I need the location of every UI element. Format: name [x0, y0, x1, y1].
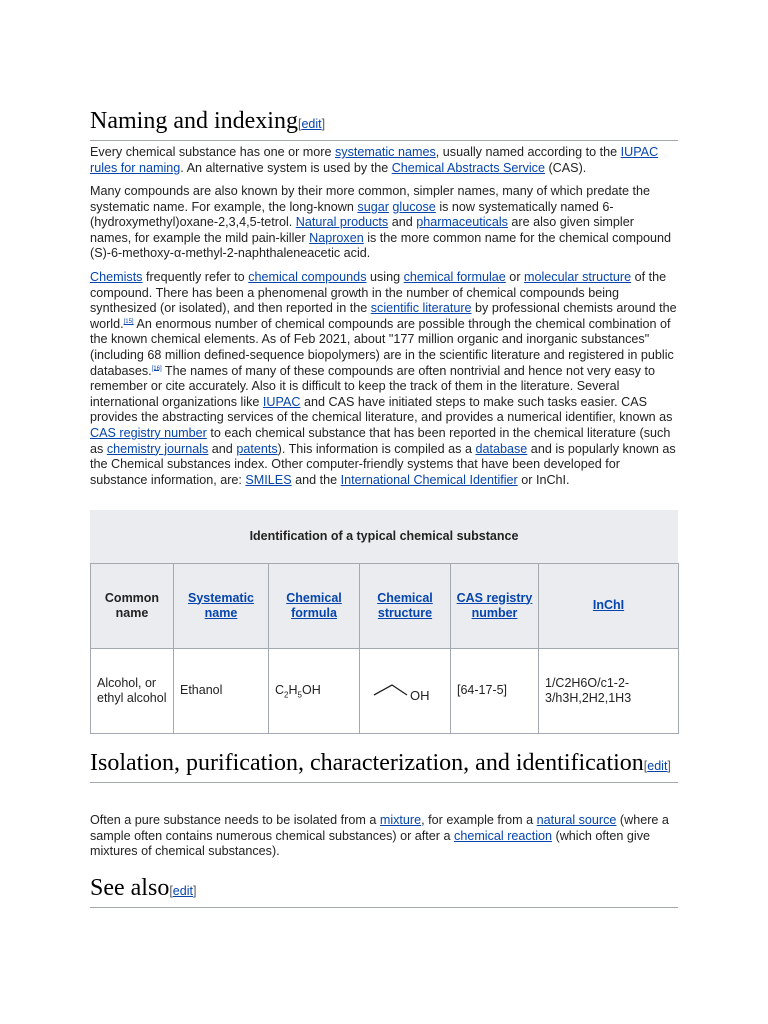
link-database[interactable]: database	[475, 441, 528, 456]
identification-table	[90, 510, 678, 734]
header-cas-registry-number	[451, 564, 539, 649]
link-header-chemical-formula[interactable]: Chemical formula	[286, 590, 342, 620]
link-iupac-rules[interactable]: IUPAC rules for naming	[90, 145, 659, 175]
paragraph-naming-2: Many compounds are also known by their more common, simpler names, many of which predate the systematic name. For example, the long-known sugar glucose is now systematically named 6-(hydroxymethyl)oxane-2,3,4,5-tetrol. Natural products and pharmaceuticals are also given simpler names, for example the mild pain-killer Naproxen is the more common name for the chemical compound (S)-6-methoxy-α-methyl-2-naphthaleneacetic acid.	[90, 184, 671, 261]
edit-section-link: [edit]	[169, 884, 197, 898]
section-heading-see-also	[90, 875, 678, 908]
heading-text: Isolation, purification, characterization, and identification	[90, 750, 644, 776]
link-chemists[interactable]: Chemists	[90, 270, 143, 284]
cell-cas-number: [64-17-5]	[451, 649, 539, 734]
paragraph-naming-3: Chemists frequently refer to chemical compounds using chemical formulae or molecular structure of the compound. There has been a phenomenal growth in the number of chemical compounds being synthesized (or isolated), and then reported in the scientific literature by professional chemists around the world.[15] An enormous number of chemical compounds are possible through the chemical combination of the known chemical elements. As of Feb 2021, about "177 million organic and inorganic substances" (including 68 million defined-sequence biopolymers) are in the scientific literature and registered in public databases.[16] The names of many of these compounds are often nontrivial and hence not very easy to remember or cite accurately. Also it is difficult to keep the track of them in the literature. Several international organizations like IUPAC and CAS have initiated steps to make such tasks easier. CAS provides the abstracting services of the chemical literature, and provides a numerical identifier, known as CAS registry number to each chemical substance that has been reported in the chemical literature (such as chemistry journals and patents). This information is compiled as a database and is popularly known as the Chemical substances index. Other computer-friendly systems that have been developed for substance information, are: SMILES and the International Chemical Identifier or InChI.	[90, 270, 677, 487]
cell-inchi: 1/C2H6O/c1-2-3/h3H,2H2,1H3	[539, 649, 679, 734]
header-common-name: Common name	[91, 564, 174, 649]
edit-link-see-also[interactable]: edit	[172, 884, 193, 898]
link-smiles[interactable]: SMILES	[245, 472, 292, 487]
link-natural-products[interactable]: Natural products	[295, 215, 389, 230]
paragraph-naming-1: Every chemical substance has one or more systematic names, usually named according to the IUPAC rules for naming. An alternative system is used by the Chemical Abstracts Service (CAS).	[90, 145, 659, 175]
link-molecular-structure[interactable]: molecular structure	[524, 270, 632, 284]
reference-16[interactable]: [16]	[151, 365, 162, 372]
heading-text: Naming and indexing	[90, 108, 298, 134]
link-chemical-compounds[interactable]: chemical compounds	[248, 270, 367, 284]
edit-link-naming[interactable]: edit	[301, 117, 322, 131]
reference-15[interactable]: [15]	[123, 318, 134, 325]
link-chemistry-journals[interactable]: chemistry journals	[106, 441, 209, 456]
table-caption: Identification of a typical chemical substance	[90, 510, 678, 563]
cell-common-name: Alcohol, or ethyl alcohol	[91, 649, 174, 734]
link-systematic-names[interactable]: systematic names	[335, 145, 436, 159]
link-natural-source[interactable]: natural source	[536, 813, 617, 827]
ethanol-structure-image	[370, 676, 440, 706]
header-systematic-name	[174, 564, 269, 649]
cell-chemical-structure	[360, 649, 451, 734]
identification-grid	[90, 563, 679, 734]
link-scientific-literature[interactable]: scientific literature	[370, 301, 472, 316]
link-header-systematic-name[interactable]: Systematic name	[187, 590, 254, 620]
edit-link-isolation[interactable]: edit	[647, 759, 668, 773]
cell-chemical-formula: $C_2H_5OH$	[269, 649, 360, 734]
table-header-row	[91, 564, 679, 649]
link-international-chemical-identifier[interactable]: International Chemical Identifier	[340, 472, 518, 487]
link-mixture[interactable]: mixture	[379, 813, 422, 827]
section-heading-isolation	[90, 750, 678, 783]
section-heading-naming	[90, 108, 678, 141]
link-chemical-formulae[interactable]: chemical formulae	[403, 270, 506, 284]
link-cas-registry-number[interactable]: CAS registry number	[90, 425, 207, 440]
link-sugar[interactable]: sugar	[357, 199, 389, 214]
paragraph-isolation: Often a pure substance needs to be isolated from a mixture, for example from a natural source (where a sample often contains numerous chemical substances) or after a chemical reaction (which often give mixtures of chemical substances).	[90, 813, 669, 859]
link-header-chemical-structure[interactable]: Chemical structure	[377, 590, 433, 620]
cell-systematic-name: Ethanol	[174, 649, 269, 734]
header-inchi	[539, 564, 679, 649]
edit-section-link: [edit]	[297, 117, 326, 131]
header-chemical-structure	[360, 564, 451, 649]
table-row	[91, 649, 679, 734]
link-header-inchi[interactable]: InChI	[592, 598, 625, 613]
structure-oh-label: OH	[410, 688, 430, 703]
link-chemical-abstracts-service[interactable]: Chemical Abstracts Service	[391, 160, 545, 175]
link-pharmaceuticals[interactable]: pharmaceuticals	[416, 215, 508, 230]
link-iupac[interactable]: IUPAC	[262, 394, 301, 409]
link-header-cas-registry-number[interactable]: CAS registry number	[456, 590, 533, 620]
link-chemical-reaction[interactable]: chemical reaction	[454, 828, 553, 843]
link-glucose[interactable]: glucose	[392, 199, 436, 214]
header-chemical-formula	[269, 564, 360, 649]
link-patents[interactable]: patents	[236, 441, 278, 456]
link-naproxen[interactable]: Naproxen	[309, 230, 364, 245]
heading-text: See also	[90, 875, 170, 901]
edit-section-link: [edit]	[643, 759, 671, 773]
